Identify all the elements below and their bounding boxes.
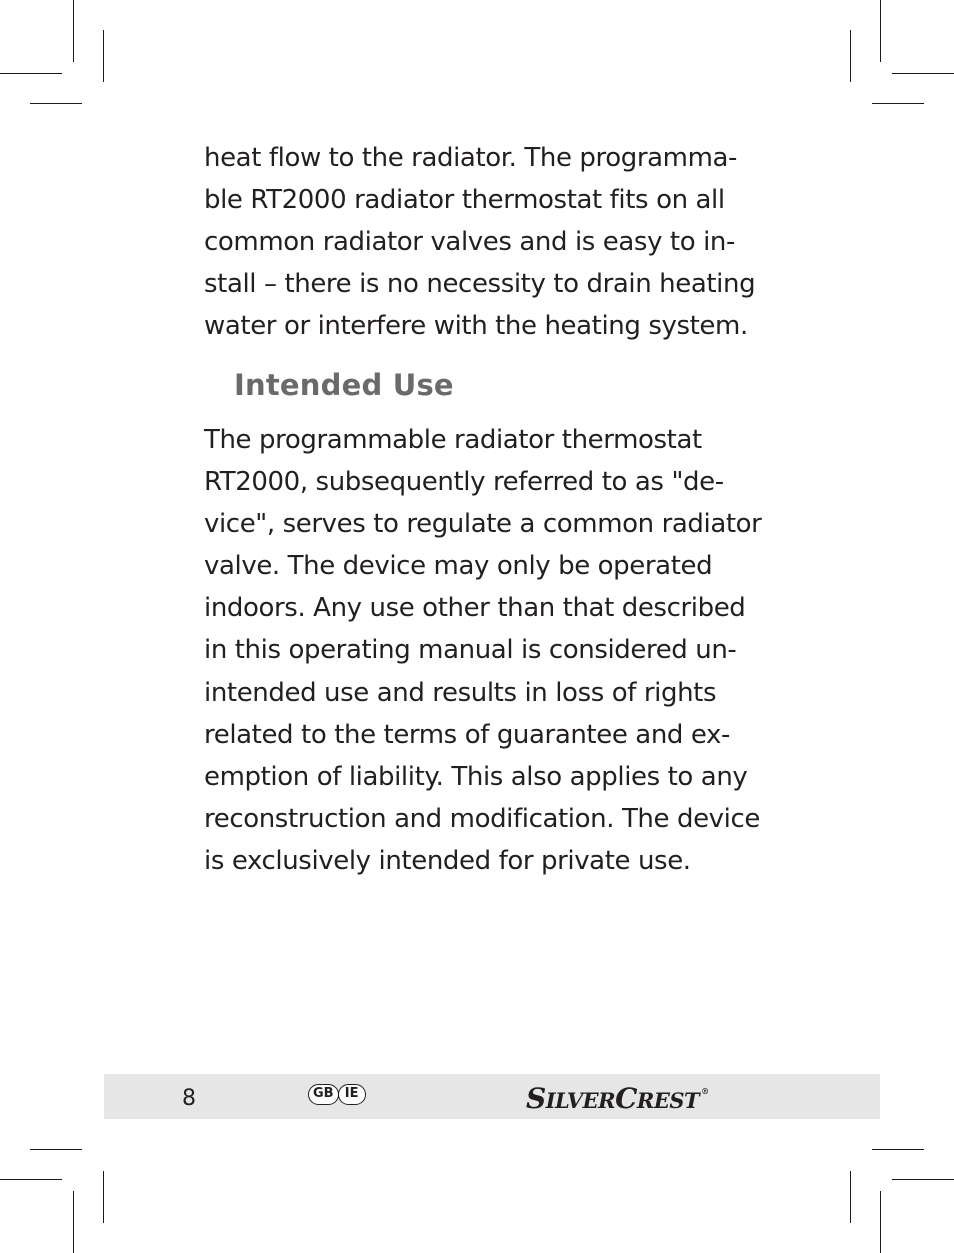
crop-mark — [880, 1191, 881, 1253]
crop-mark — [103, 30, 104, 82]
crop-mark — [892, 1179, 954, 1180]
crop-mark — [30, 1149, 82, 1150]
language-badge-gb: GB — [308, 1084, 339, 1105]
registered-mark: ® — [701, 1086, 709, 1096]
page-footer — [104, 1074, 880, 1119]
intro-paragraph: heat flow to the radiator. The programma- ble RT2000 radiator thermostat fits on all common radiator valves and is easy to in- stall – there is no necessity to drain heating water or interfere with the heating system. — [204, 143, 756, 342]
crop-mark — [850, 1171, 851, 1223]
page-number: 8 — [182, 1086, 196, 1111]
crop-mark — [0, 73, 62, 74]
page-content — [204, 137, 764, 876]
crop-mark — [850, 30, 851, 82]
crop-mark — [892, 73, 954, 74]
crop-mark — [872, 1149, 924, 1150]
intended-use-paragraph: The programmable radiator thermostat RT2000, subsequently referred to as "de- vice", serves to regulate a common radiator valve. The device may only be operated indoors. Any use other than that described in this operating manual is considered un- intended use and results in loss of rights related to the terms of guarantee and ex- emption of liability. This also applies to any reconstruction and modification. The device is exclusively intended for private use. — [204, 425, 762, 876]
crop-mark — [103, 1171, 104, 1223]
section-heading: Intended Use — [234, 368, 454, 402]
crop-mark — [872, 103, 924, 104]
brand-logo: S ILVER C REST ® — [526, 1082, 709, 1115]
crop-mark — [0, 1179, 62, 1180]
crop-mark — [73, 0, 74, 62]
crop-mark — [73, 1191, 74, 1253]
crop-mark — [880, 0, 881, 62]
crop-mark — [30, 103, 82, 104]
language-badge-ie: IE — [338, 1084, 366, 1105]
language-badges — [308, 1084, 365, 1105]
